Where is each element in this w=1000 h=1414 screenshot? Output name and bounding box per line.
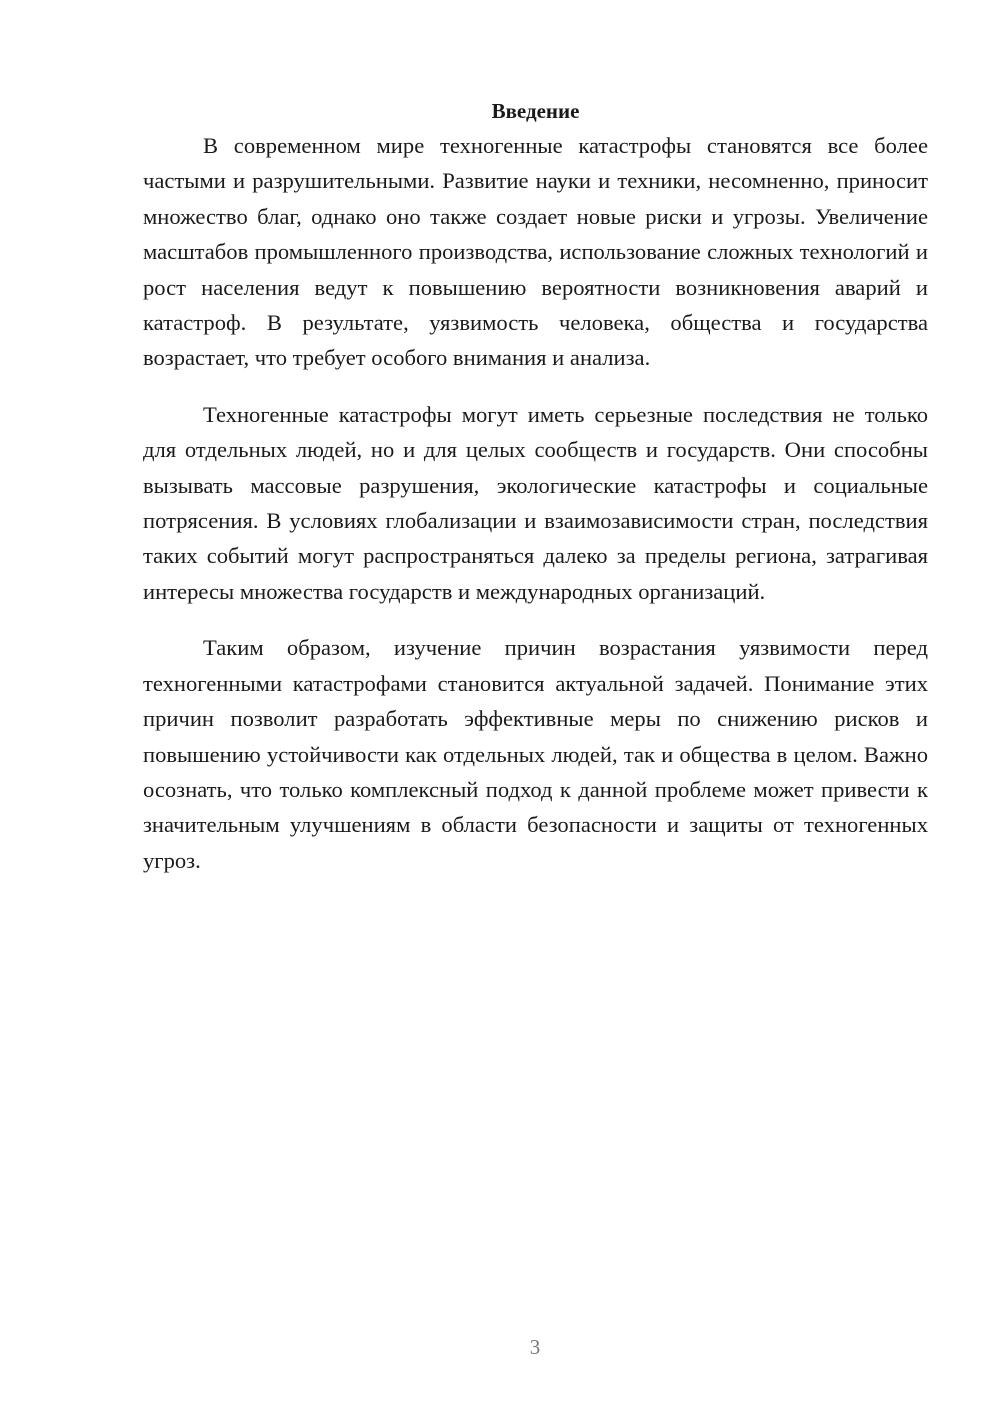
paragraph-2: Техногенные катастрофы могут иметь серьезные последствия не только для отдельных людей, но и для целых сообществ и государств. Они способны вызывать массовые разрушения, экологические катастрофы и социальные потрясения. В условиях глобализации и взаимозависимости стран, последствия таких событий могут распространяться далеко за пределы региона, затрагивая интересы множества государств и международных организаций. (143, 401, 928, 604)
page-number: 3 (529, 1335, 541, 1359)
page-content (143, 96, 928, 899)
paragraph-1: В современном мире техногенные катастрофы становятся все более частыми и разрушительными. Развитие науки и техники, несомненно, приносит множество благ, однако оно также создает новые риски и угрозы. Увеличение масштабов промышленного производства, использование сложных технологий и рост населения ведут к повышению вероятности возникновения аварий и катастроф. В результате, уязвимость человека, общества и государства возрастает, что требует особого внимания и анализа. (143, 133, 928, 371)
section-title: Введение (491, 99, 580, 123)
paragraph-3: Таким образом, изучение причин возрастания уязвимости перед техногенными катастрофами становится актуальной задачей. Понимание этих причин позволит разработать эффективные меры по снижению рисков и повышению устойчивости как отдельных людей, так и общества в целом. Важно осознать, что только комплексный подход к данной проблеме может привести к значительным улучшениям в области безопасности и защиты от техногенных угроз. (143, 635, 928, 873)
